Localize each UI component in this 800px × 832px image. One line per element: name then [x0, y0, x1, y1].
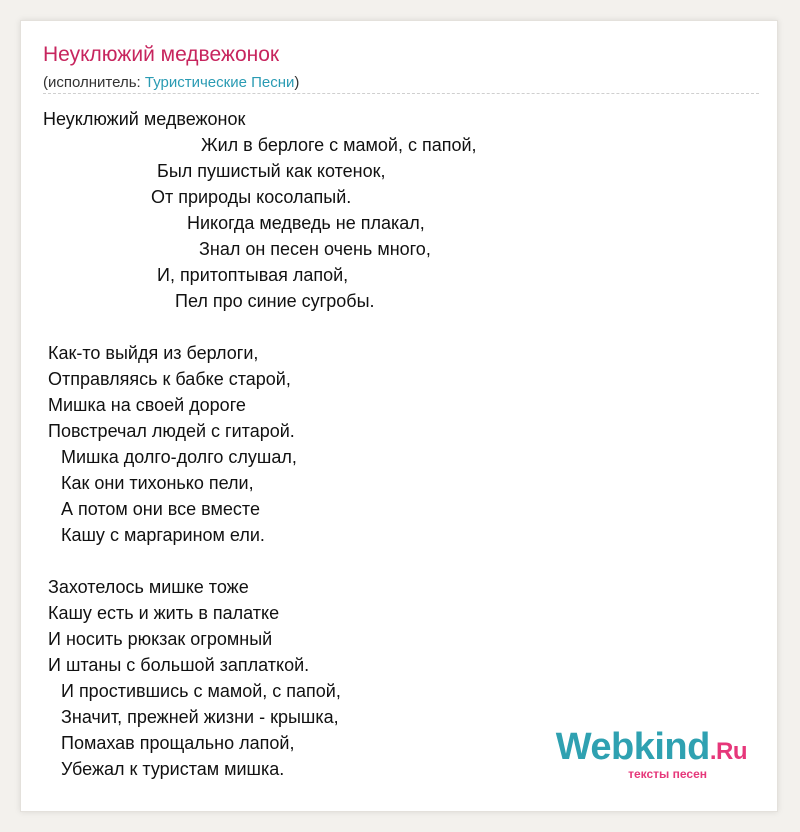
lyric-line: И носить рюкзак огромный — [48, 629, 273, 649]
lyric-line: Как-то выйдя из берлоги, — [48, 343, 259, 363]
logo-brand: Webkind — [555, 726, 710, 768]
lyric-line: Пел про синие сугробы. — [175, 291, 375, 311]
lyric-line: И, притоптывая лапой, — [157, 265, 349, 285]
artist-link[interactable]: Туристические Песни — [144, 74, 295, 91]
webkind-logo[interactable] — [556, 728, 747, 781]
lyric-line: И штаны с большой заплаткой. — [48, 655, 310, 675]
lyric-blank-line — [43, 314, 759, 340]
lyric-line: Отправляясь к бабке старой, — [48, 369, 291, 389]
lyric-line: Мишка долго-долго слушал, — [61, 447, 297, 467]
lyric-line: Кашу с маргарином ели. — [61, 525, 265, 545]
lyric-line: Мишка на своей дороге — [48, 395, 246, 415]
divider — [43, 93, 759, 94]
lyrics-body — [43, 106, 759, 782]
lyrics-card — [20, 20, 778, 812]
lyric-line: Никогда медведь не плакал, — [187, 213, 425, 233]
lyric-line: Жил в берлоге с мамой, с папой, — [201, 135, 477, 155]
logo-wordmark — [556, 728, 747, 771]
lyric-line: А потом они все вместе — [61, 499, 260, 519]
song-title: Неуклюжий медвежонок — [43, 43, 280, 66]
lyric-line: Знал он песен очень много, — [199, 239, 431, 259]
lyric-line: Был пушистый как котенок, — [157, 161, 386, 181]
lyric-line: Как они тихонько пели, — [61, 473, 254, 493]
artist-prefix: (исполнитель: — [43, 74, 145, 91]
lyric-line: Повстречал людей с гитарой. — [48, 421, 295, 441]
lyric-line: Убежал к туристам мишка. — [61, 759, 285, 779]
lyric-line: И простившись с мамой, с папой, — [61, 681, 341, 701]
lyric-line: От природы косолапый. — [151, 187, 352, 207]
lyric-line: Захотелось мишке тоже — [48, 577, 249, 597]
artist-line — [43, 74, 299, 91]
artist-suffix: ) — [294, 74, 300, 91]
lyric-line: Неуклюжий медвежонок — [43, 109, 246, 129]
logo-tagline: тексты песен — [628, 767, 707, 781]
lyric-line: Кашу есть и жить в палатке — [48, 603, 280, 623]
lyric-line: Значит, прежней жизни - крышка, — [61, 707, 339, 727]
lyric-blank-line — [43, 548, 759, 574]
logo-tld: .Ru — [709, 738, 747, 765]
lyric-line: Помахав прощально лапой, — [61, 733, 295, 753]
